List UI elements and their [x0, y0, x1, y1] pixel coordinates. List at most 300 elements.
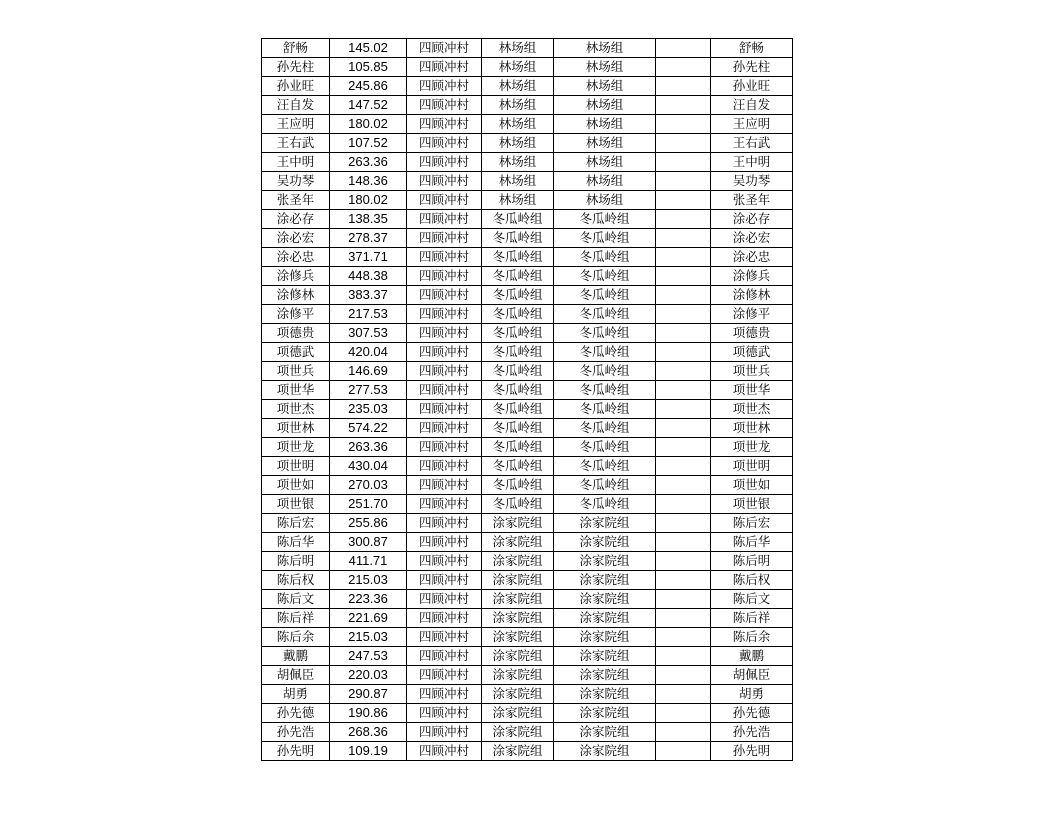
area-cell: 146.69 — [330, 362, 407, 381]
group-cell: 冬瓜岭组 — [482, 457, 554, 476]
name-cell: 孙先德 — [262, 704, 330, 723]
village-cell: 四顾冲村 — [407, 324, 482, 343]
group-cell: 冬瓜岭组 — [482, 305, 554, 324]
name-repeat-cell: 陈后宏 — [711, 514, 793, 533]
table-row — [262, 58, 793, 77]
table-row — [262, 381, 793, 400]
area-cell: 307.53 — [330, 324, 407, 343]
group-repeat-cell: 林场组 — [554, 96, 656, 115]
table-row — [262, 476, 793, 495]
group-repeat-cell: 涂家院组 — [554, 609, 656, 628]
empty-cell — [656, 134, 711, 153]
empty-cell — [656, 666, 711, 685]
group-cell: 林场组 — [482, 96, 554, 115]
empty-cell — [656, 495, 711, 514]
area-cell: 255.86 — [330, 514, 407, 533]
empty-cell — [656, 457, 711, 476]
table-row — [262, 647, 793, 666]
group-repeat-cell: 冬瓜岭组 — [554, 419, 656, 438]
name-cell: 陈后祥 — [262, 609, 330, 628]
empty-cell — [656, 419, 711, 438]
village-cell: 四顾冲村 — [407, 191, 482, 210]
table-row — [262, 628, 793, 647]
name-cell: 项世林 — [262, 419, 330, 438]
name-repeat-cell: 陈后余 — [711, 628, 793, 647]
name-cell: 项世兵 — [262, 362, 330, 381]
group-repeat-cell: 冬瓜岭组 — [554, 457, 656, 476]
name-repeat-cell: 项世如 — [711, 476, 793, 495]
name-cell: 王应明 — [262, 115, 330, 134]
group-cell: 涂家院组 — [482, 647, 554, 666]
name-cell: 涂修兵 — [262, 267, 330, 286]
name-repeat-cell: 陈后文 — [711, 590, 793, 609]
group-cell: 冬瓜岭组 — [482, 381, 554, 400]
name-cell: 涂修平 — [262, 305, 330, 324]
area-cell: 448.38 — [330, 267, 407, 286]
village-cell: 四顾冲村 — [407, 438, 482, 457]
village-cell: 四顾冲村 — [407, 514, 482, 533]
name-cell: 陈后余 — [262, 628, 330, 647]
empty-cell — [656, 476, 711, 495]
group-cell: 涂家院组 — [482, 609, 554, 628]
area-cell: 430.04 — [330, 457, 407, 476]
name-repeat-cell: 孙业旺 — [711, 77, 793, 96]
group-cell: 涂家院组 — [482, 533, 554, 552]
group-repeat-cell: 涂家院组 — [554, 628, 656, 647]
table-row — [262, 742, 793, 761]
table-row — [262, 96, 793, 115]
name-repeat-cell: 王中明 — [711, 153, 793, 172]
village-cell: 四顾冲村 — [407, 210, 482, 229]
area-cell: 215.03 — [330, 628, 407, 647]
table-row — [262, 77, 793, 96]
table-row — [262, 248, 793, 267]
name-cell: 项世银 — [262, 495, 330, 514]
empty-cell — [656, 153, 711, 172]
table-row — [262, 134, 793, 153]
empty-cell — [656, 514, 711, 533]
group-cell: 林场组 — [482, 58, 554, 77]
name-repeat-cell: 陈后华 — [711, 533, 793, 552]
village-cell: 四顾冲村 — [407, 305, 482, 324]
area-cell: 147.52 — [330, 96, 407, 115]
name-cell: 戴鹏 — [262, 647, 330, 666]
group-repeat-cell: 冬瓜岭组 — [554, 286, 656, 305]
village-cell: 四顾冲村 — [407, 286, 482, 305]
village-cell: 四顾冲村 — [407, 39, 482, 58]
table-row — [262, 153, 793, 172]
village-cell: 四顾冲村 — [407, 343, 482, 362]
area-cell: 411.71 — [330, 552, 407, 571]
group-repeat-cell: 林场组 — [554, 191, 656, 210]
table-row — [262, 685, 793, 704]
village-cell: 四顾冲村 — [407, 609, 482, 628]
group-repeat-cell: 林场组 — [554, 77, 656, 96]
table-row — [262, 666, 793, 685]
group-cell: 冬瓜岭组 — [482, 438, 554, 457]
name-cell: 张圣年 — [262, 191, 330, 210]
name-cell: 陈后宏 — [262, 514, 330, 533]
name-cell: 陈后明 — [262, 552, 330, 571]
empty-cell — [656, 191, 711, 210]
group-repeat-cell: 冬瓜岭组 — [554, 495, 656, 514]
group-cell: 涂家院组 — [482, 514, 554, 533]
empty-cell — [656, 704, 711, 723]
group-cell: 冬瓜岭组 — [482, 248, 554, 267]
table-body — [262, 39, 793, 761]
area-cell: 148.36 — [330, 172, 407, 191]
group-cell: 冬瓜岭组 — [482, 324, 554, 343]
name-repeat-cell: 项德武 — [711, 343, 793, 362]
area-cell: 221.69 — [330, 609, 407, 628]
village-cell: 四顾冲村 — [407, 590, 482, 609]
name-cell: 项世如 — [262, 476, 330, 495]
group-repeat-cell: 林场组 — [554, 39, 656, 58]
table-row — [262, 343, 793, 362]
group-cell: 林场组 — [482, 134, 554, 153]
group-cell: 冬瓜岭组 — [482, 343, 554, 362]
area-cell: 245.86 — [330, 77, 407, 96]
village-cell: 四顾冲村 — [407, 115, 482, 134]
area-cell: 247.53 — [330, 647, 407, 666]
table-row — [262, 495, 793, 514]
village-cell: 四顾冲村 — [407, 77, 482, 96]
name-repeat-cell: 项世银 — [711, 495, 793, 514]
name-cell: 孙业旺 — [262, 77, 330, 96]
village-cell: 四顾冲村 — [407, 723, 482, 742]
name-repeat-cell: 项世明 — [711, 457, 793, 476]
group-repeat-cell: 涂家院组 — [554, 685, 656, 704]
empty-cell — [656, 39, 711, 58]
empty-cell — [656, 571, 711, 590]
name-cell: 陈后权 — [262, 571, 330, 590]
group-repeat-cell: 冬瓜岭组 — [554, 229, 656, 248]
name-repeat-cell: 吴功琴 — [711, 172, 793, 191]
name-repeat-cell: 涂修平 — [711, 305, 793, 324]
village-cell: 四顾冲村 — [407, 400, 482, 419]
village-cell: 四顾冲村 — [407, 134, 482, 153]
area-cell: 371.71 — [330, 248, 407, 267]
name-repeat-cell: 胡勇 — [711, 685, 793, 704]
empty-cell — [656, 229, 711, 248]
village-cell: 四顾冲村 — [407, 153, 482, 172]
empty-cell — [656, 267, 711, 286]
table-row — [262, 609, 793, 628]
group-cell: 林场组 — [482, 153, 554, 172]
name-repeat-cell: 陈后明 — [711, 552, 793, 571]
group-repeat-cell: 冬瓜岭组 — [554, 476, 656, 495]
empty-cell — [656, 533, 711, 552]
name-cell: 陈后文 — [262, 590, 330, 609]
name-cell: 项世杰 — [262, 400, 330, 419]
area-cell: 223.36 — [330, 590, 407, 609]
group-cell: 冬瓜岭组 — [482, 495, 554, 514]
area-cell: 263.36 — [330, 153, 407, 172]
name-repeat-cell: 舒畅 — [711, 39, 793, 58]
empty-cell — [656, 172, 711, 191]
name-cell: 项德贵 — [262, 324, 330, 343]
name-cell: 孙先柱 — [262, 58, 330, 77]
village-cell: 四顾冲村 — [407, 685, 482, 704]
village-cell: 四顾冲村 — [407, 647, 482, 666]
data-table — [261, 38, 793, 761]
empty-cell — [656, 381, 711, 400]
name-repeat-cell: 项德贵 — [711, 324, 793, 343]
name-repeat-cell: 项世兵 — [711, 362, 793, 381]
name-repeat-cell: 项世杰 — [711, 400, 793, 419]
empty-cell — [656, 400, 711, 419]
name-cell: 吴功琴 — [262, 172, 330, 191]
group-cell: 林场组 — [482, 39, 554, 58]
group-cell: 涂家院组 — [482, 704, 554, 723]
village-cell: 四顾冲村 — [407, 419, 482, 438]
table-row — [262, 229, 793, 248]
table-row — [262, 723, 793, 742]
group-repeat-cell: 冬瓜岭组 — [554, 343, 656, 362]
table-row — [262, 514, 793, 533]
empty-cell — [656, 362, 711, 381]
name-cell: 孙先明 — [262, 742, 330, 761]
empty-cell — [656, 58, 711, 77]
area-cell: 300.87 — [330, 533, 407, 552]
group-repeat-cell: 林场组 — [554, 58, 656, 77]
area-cell: 220.03 — [330, 666, 407, 685]
empty-cell — [656, 210, 711, 229]
empty-cell — [656, 723, 711, 742]
area-cell: 277.53 — [330, 381, 407, 400]
empty-cell — [656, 343, 711, 362]
area-cell: 109.19 — [330, 742, 407, 761]
village-cell: 四顾冲村 — [407, 362, 482, 381]
group-repeat-cell: 涂家院组 — [554, 552, 656, 571]
table-row — [262, 438, 793, 457]
area-cell: 138.35 — [330, 210, 407, 229]
name-cell: 项德武 — [262, 343, 330, 362]
table-row — [262, 191, 793, 210]
table-row — [262, 267, 793, 286]
village-cell: 四顾冲村 — [407, 476, 482, 495]
group-cell: 冬瓜岭组 — [482, 400, 554, 419]
group-repeat-cell: 涂家院组 — [554, 590, 656, 609]
group-repeat-cell: 冬瓜岭组 — [554, 248, 656, 267]
name-cell: 王中明 — [262, 153, 330, 172]
area-cell: 217.53 — [330, 305, 407, 324]
village-cell: 四顾冲村 — [407, 229, 482, 248]
name-cell: 舒畅 — [262, 39, 330, 58]
name-repeat-cell: 涂必存 — [711, 210, 793, 229]
area-cell: 180.02 — [330, 115, 407, 134]
name-cell: 陈后华 — [262, 533, 330, 552]
table-row — [262, 400, 793, 419]
village-cell: 四顾冲村 — [407, 96, 482, 115]
name-repeat-cell: 王右武 — [711, 134, 793, 153]
area-cell: 251.70 — [330, 495, 407, 514]
group-repeat-cell: 涂家院组 — [554, 666, 656, 685]
group-repeat-cell: 涂家院组 — [554, 704, 656, 723]
empty-cell — [656, 305, 711, 324]
group-cell: 涂家院组 — [482, 628, 554, 647]
group-cell: 冬瓜岭组 — [482, 267, 554, 286]
table-row — [262, 115, 793, 134]
name-cell: 胡勇 — [262, 685, 330, 704]
empty-cell — [656, 286, 711, 305]
empty-cell — [656, 742, 711, 761]
table-row — [262, 286, 793, 305]
area-cell: 383.37 — [330, 286, 407, 305]
name-repeat-cell: 项世龙 — [711, 438, 793, 457]
table-row — [262, 590, 793, 609]
name-cell: 孙先浩 — [262, 723, 330, 742]
group-repeat-cell: 涂家院组 — [554, 571, 656, 590]
village-cell: 四顾冲村 — [407, 457, 482, 476]
name-repeat-cell: 涂修兵 — [711, 267, 793, 286]
group-cell: 涂家院组 — [482, 571, 554, 590]
group-repeat-cell: 涂家院组 — [554, 647, 656, 666]
table-row — [262, 210, 793, 229]
name-repeat-cell: 孙先德 — [711, 704, 793, 723]
name-cell: 涂必忠 — [262, 248, 330, 267]
name-repeat-cell: 涂修林 — [711, 286, 793, 305]
area-cell: 268.36 — [330, 723, 407, 742]
group-cell: 林场组 — [482, 191, 554, 210]
name-cell: 涂必存 — [262, 210, 330, 229]
group-cell: 冬瓜岭组 — [482, 419, 554, 438]
group-repeat-cell: 冬瓜岭组 — [554, 210, 656, 229]
group-repeat-cell: 涂家院组 — [554, 742, 656, 761]
village-cell: 四顾冲村 — [407, 666, 482, 685]
group-cell: 冬瓜岭组 — [482, 476, 554, 495]
group-cell: 涂家院组 — [482, 666, 554, 685]
area-cell: 270.03 — [330, 476, 407, 495]
table-row — [262, 704, 793, 723]
group-repeat-cell: 冬瓜岭组 — [554, 381, 656, 400]
group-cell: 冬瓜岭组 — [482, 210, 554, 229]
village-cell: 四顾冲村 — [407, 381, 482, 400]
empty-cell — [656, 115, 711, 134]
area-cell: 290.87 — [330, 685, 407, 704]
name-repeat-cell: 涂必忠 — [711, 248, 793, 267]
area-cell: 574.22 — [330, 419, 407, 438]
village-cell: 四顾冲村 — [407, 495, 482, 514]
village-cell: 四顾冲村 — [407, 628, 482, 647]
name-repeat-cell: 陈后权 — [711, 571, 793, 590]
village-cell: 四顾冲村 — [407, 248, 482, 267]
table-row — [262, 552, 793, 571]
name-cell: 涂必宏 — [262, 229, 330, 248]
empty-cell — [656, 77, 711, 96]
area-cell: 278.37 — [330, 229, 407, 248]
empty-cell — [656, 96, 711, 115]
name-repeat-cell: 陈后祥 — [711, 609, 793, 628]
name-repeat-cell: 孙先明 — [711, 742, 793, 761]
table-row — [262, 362, 793, 381]
table-row — [262, 419, 793, 438]
group-cell: 林场组 — [482, 77, 554, 96]
empty-cell — [656, 438, 711, 457]
empty-cell — [656, 248, 711, 267]
group-repeat-cell: 涂家院组 — [554, 723, 656, 742]
empty-cell — [656, 324, 711, 343]
name-repeat-cell: 孙先柱 — [711, 58, 793, 77]
table-row — [262, 324, 793, 343]
table-row — [262, 305, 793, 324]
group-repeat-cell: 林场组 — [554, 172, 656, 191]
empty-cell — [656, 628, 711, 647]
area-cell: 145.02 — [330, 39, 407, 58]
group-repeat-cell: 涂家院组 — [554, 514, 656, 533]
name-cell: 项世龙 — [262, 438, 330, 457]
name-cell: 王右武 — [262, 134, 330, 153]
area-cell: 105.85 — [330, 58, 407, 77]
name-repeat-cell: 戴鹏 — [711, 647, 793, 666]
name-repeat-cell: 孙先浩 — [711, 723, 793, 742]
village-cell: 四顾冲村 — [407, 172, 482, 191]
village-cell: 四顾冲村 — [407, 742, 482, 761]
empty-cell — [656, 685, 711, 704]
area-cell: 107.52 — [330, 134, 407, 153]
name-repeat-cell: 项世华 — [711, 381, 793, 400]
empty-cell — [656, 647, 711, 666]
group-cell: 林场组 — [482, 115, 554, 134]
village-cell: 四顾冲村 — [407, 533, 482, 552]
group-repeat-cell: 冬瓜岭组 — [554, 305, 656, 324]
group-cell: 林场组 — [482, 172, 554, 191]
empty-cell — [656, 609, 711, 628]
area-cell: 180.02 — [330, 191, 407, 210]
group-repeat-cell: 冬瓜岭组 — [554, 438, 656, 457]
area-cell: 263.36 — [330, 438, 407, 457]
group-cell: 冬瓜岭组 — [482, 229, 554, 248]
village-cell: 四顾冲村 — [407, 704, 482, 723]
village-cell: 四顾冲村 — [407, 58, 482, 77]
group-cell: 涂家院组 — [482, 590, 554, 609]
name-repeat-cell: 王应明 — [711, 115, 793, 134]
village-cell: 四顾冲村 — [407, 571, 482, 590]
group-cell: 冬瓜岭组 — [482, 286, 554, 305]
group-cell: 涂家院组 — [482, 685, 554, 704]
group-repeat-cell: 冬瓜岭组 — [554, 267, 656, 286]
name-repeat-cell: 胡佩臣 — [711, 666, 793, 685]
table-row — [262, 172, 793, 191]
name-cell: 胡佩臣 — [262, 666, 330, 685]
area-cell: 190.86 — [330, 704, 407, 723]
name-repeat-cell: 项世林 — [711, 419, 793, 438]
village-cell: 四顾冲村 — [407, 267, 482, 286]
group-cell: 涂家院组 — [482, 723, 554, 742]
group-cell: 涂家院组 — [482, 552, 554, 571]
table-row — [262, 39, 793, 58]
name-cell: 项世明 — [262, 457, 330, 476]
group-repeat-cell: 冬瓜岭组 — [554, 324, 656, 343]
table-row — [262, 457, 793, 476]
name-repeat-cell: 涂必宏 — [711, 229, 793, 248]
group-repeat-cell: 林场组 — [554, 115, 656, 134]
group-repeat-cell: 涂家院组 — [554, 533, 656, 552]
empty-cell — [656, 552, 711, 571]
group-cell: 涂家院组 — [482, 742, 554, 761]
group-repeat-cell: 冬瓜岭组 — [554, 400, 656, 419]
area-cell: 420.04 — [330, 343, 407, 362]
name-repeat-cell: 汪自发 — [711, 96, 793, 115]
empty-cell — [656, 590, 711, 609]
area-cell: 215.03 — [330, 571, 407, 590]
name-cell: 项世华 — [262, 381, 330, 400]
village-cell: 四顾冲村 — [407, 552, 482, 571]
table-row — [262, 533, 793, 552]
name-repeat-cell: 张圣年 — [711, 191, 793, 210]
group-repeat-cell: 冬瓜岭组 — [554, 362, 656, 381]
group-repeat-cell: 林场组 — [554, 134, 656, 153]
